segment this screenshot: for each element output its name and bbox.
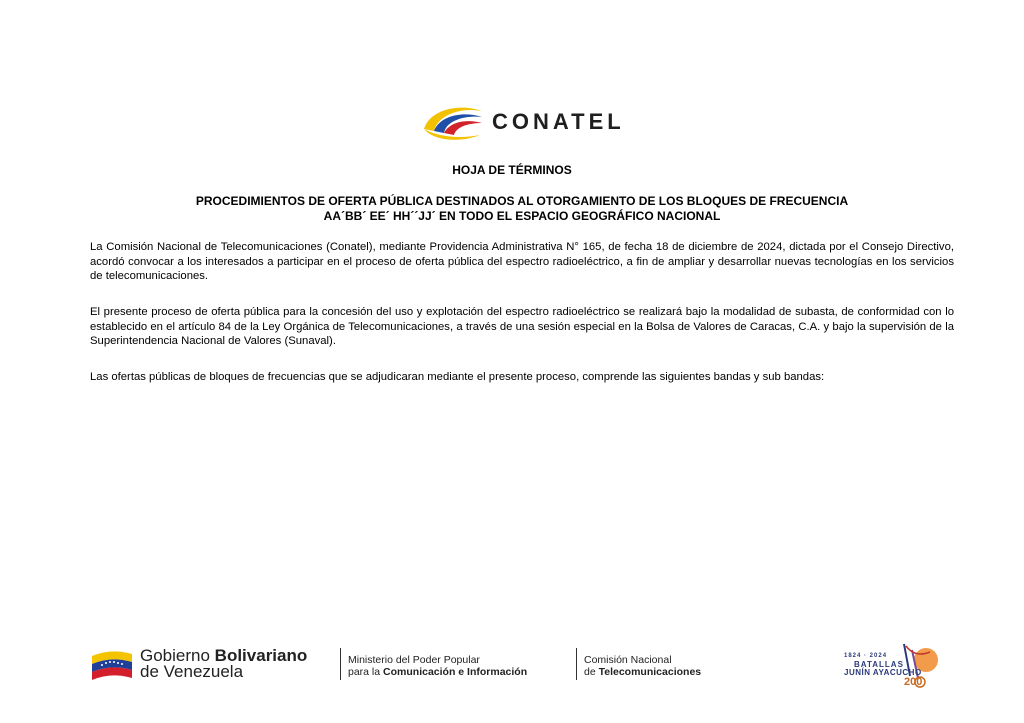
document-title-line-2: AA´BB´ EE´ HH´´JJ´ EN TODO EL ESPACIO GEOGRÁFICO NACIONAL bbox=[323, 209, 721, 223]
footer-divider bbox=[576, 648, 577, 680]
batallas-years: 1824 · 2024 bbox=[844, 653, 888, 659]
com-line2-a: de bbox=[584, 666, 599, 678]
gobierno-text bbox=[140, 648, 307, 680]
junin-ayacucho-label: JUNÍN AYACUCHO bbox=[844, 668, 922, 677]
paragraph-2: El presente proceso de oferta pública para la concesión del uso y explotación del espectro radioeléctrico se realizará bajo la modalidad de subasta, de conformidad con lo establecido en el artículo 84 de la Ley Orgánica de Telecomunicaciones, a través de una sesión especial en la Bolsa de Valores de Caracas, C.A. y bajo la supervisión de la Superintendencia Nacional de Valores (Sunaval). bbox=[90, 306, 954, 347]
gob-line1-a: Gobierno bbox=[140, 646, 215, 665]
gob-line2: de Venezuela bbox=[140, 662, 244, 681]
document-title bbox=[90, 194, 954, 224]
footer bbox=[90, 640, 950, 692]
min-line2-a: para la bbox=[348, 666, 384, 678]
sheet-title: HOJA DE TÉRMINOS bbox=[452, 163, 572, 177]
paragraph-3: Las ofertas públicas de bloques de frecuencias que se adjudicaran mediante el presente proceso, comprende las siguientes bandas y sub bandas: bbox=[90, 371, 825, 383]
batallas-junin-ayacucho-logo bbox=[840, 640, 944, 690]
conatel-logo-text: CONATEL bbox=[492, 109, 625, 134]
conatel-logo bbox=[420, 100, 640, 144]
min-line2-b: Comunicación e Información bbox=[383, 666, 528, 678]
batallas-label: BATALLAS bbox=[854, 660, 904, 669]
venezuela-flag-icon bbox=[90, 646, 134, 682]
gobierno-bolivariano-logo bbox=[90, 646, 307, 682]
footer-divider bbox=[340, 648, 341, 680]
com-line2-b: Telecomunicaciones bbox=[598, 666, 702, 678]
bicentenario-label: 200 bbox=[904, 676, 923, 688]
com-line1: Comisión Nacional bbox=[584, 654, 672, 666]
gob-line1-b: Bolivariano bbox=[214, 646, 308, 665]
comision-text bbox=[584, 654, 701, 678]
conatel-swoosh-icon bbox=[420, 101, 486, 143]
min-line1: Ministerio del Poder Popular bbox=[348, 654, 480, 666]
ministerio-text bbox=[348, 654, 527, 678]
paragraph-1: La Comisión Nacional de Telecomunicaciones (Conatel), mediante Providencia Administrativa N° 165, de fecha 18 de diciembre de 2024, dictada por el Consejo Directivo, acordó convocar a los interesados a participar en el proceso de oferta pública del espectro radioeléctrico, a fin de ampliar y desarrollar nuevas tecnologías en los servicios de telecomunicaciones. bbox=[90, 241, 954, 282]
document-title-line-1: PROCEDIMIENTOS DE OFERTA PÚBLICA DESTINADOS AL OTORGAMIENTO DE LOS BLOQUES DE FRECUENCIA bbox=[195, 194, 849, 208]
